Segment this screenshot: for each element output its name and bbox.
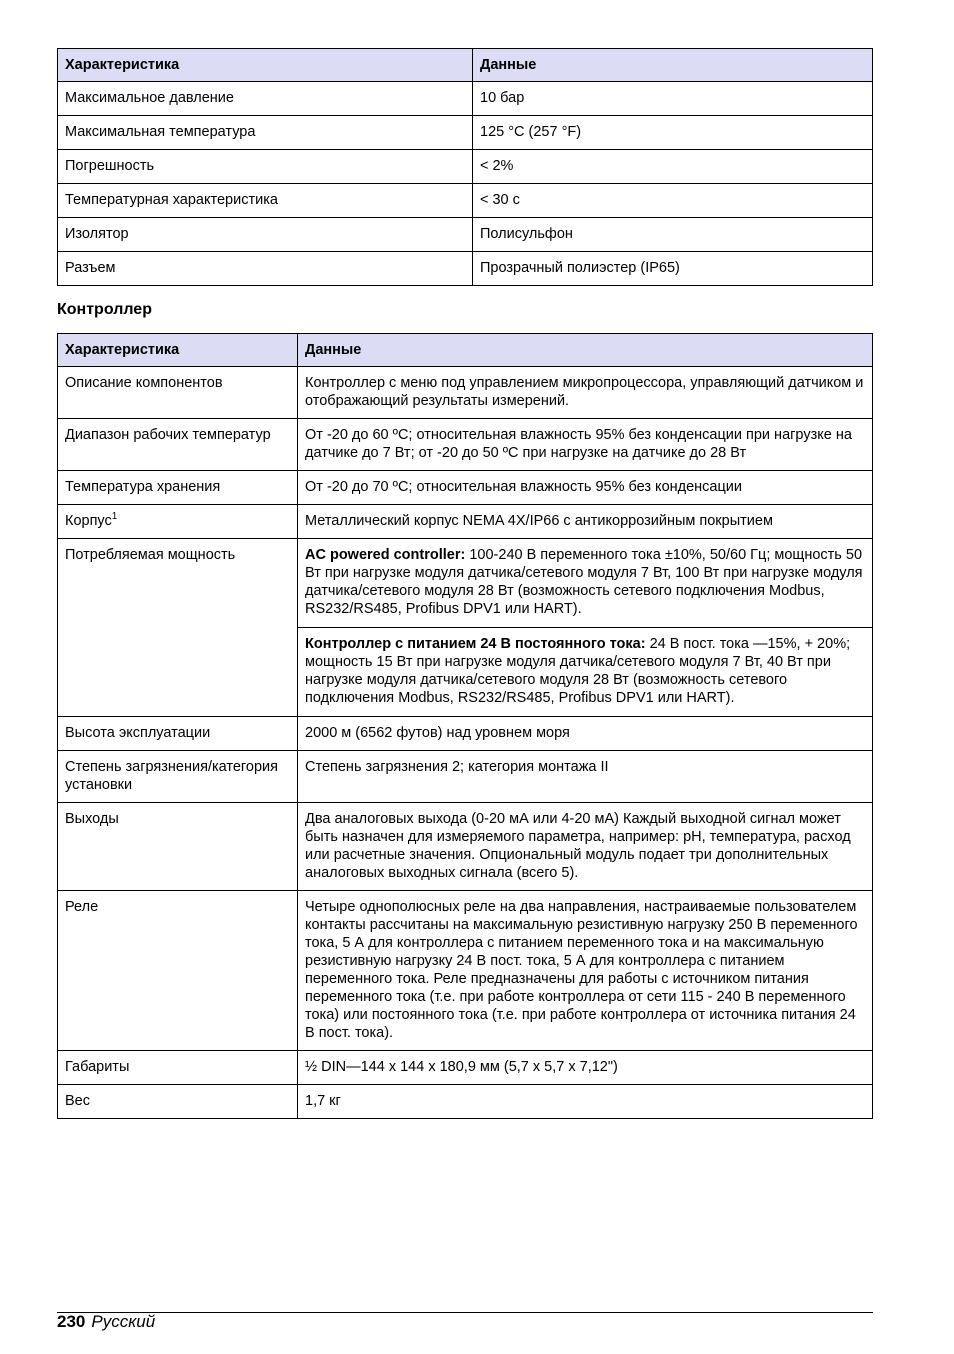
cell-value: Четыре однополюсных реле на два направления, настраиваемые пользователем контакты рассчитаны на максимальную резистивную нагрузку 250 В переменного тока, 5 А для контроллера с питанием переменного тока и на максимальную резистивную нагрузку 24 В пост. тока, 5 А для контроллера с питанием переменного тока. Реле предназначены для работы с источником питания переменного тока (т.е. при работе контроллера от сети 115 - 240 В переменного тока) или постоянного тока (т.е. при работе контроллера от источника питания 24 В пост. тока). xyxy=(298,891,873,1051)
table-row xyxy=(58,82,873,116)
cell-value: От -20 до 70 ºC; относительная влажность 95% без конденсации xyxy=(298,471,873,505)
footer-language: Русский xyxy=(91,1312,156,1331)
cell-label: Выходы xyxy=(58,803,298,891)
footer-divider xyxy=(57,1312,873,1313)
table-row xyxy=(58,751,873,803)
header-characteristic: Характеристика xyxy=(58,49,473,82)
cell-label: Температура хранения xyxy=(58,471,298,505)
cell-value: < 2% xyxy=(473,150,873,184)
cell-label: Максимальная температура xyxy=(58,116,473,150)
cell-value: 2000 м (6562 футов) над уровнем моря xyxy=(298,717,873,751)
table-row xyxy=(58,116,873,150)
table-row xyxy=(58,717,873,751)
table-row xyxy=(58,419,873,471)
table-header-row xyxy=(58,49,873,82)
cell-value: Два аналоговых выхода (0-20 мА или 4-20 мА) Каждый выходной сигнал может быть назначен для измеряемого параметра, например: pH, температура, расход или расчетные значения. Опциональный модуль подает три дополнительных аналоговых выходных сигнала (всего 5). xyxy=(298,803,873,891)
enclosure-label: Корпус xyxy=(65,513,112,529)
dc-power-heading: Контроллер с питанием 24 В постоянного тока: xyxy=(305,636,646,652)
cell-label: Изолятор xyxy=(58,218,473,252)
ac-power-heading: AC powered controller: xyxy=(305,547,466,563)
cell-label: Диапазон рабочих температур xyxy=(58,419,298,471)
cell-label: Разъем xyxy=(58,252,473,286)
cell-value: 1,7 кг xyxy=(298,1085,873,1119)
header-characteristic: Характеристика xyxy=(58,334,298,367)
table-row xyxy=(58,539,873,628)
ac-power-text: 100-240 В переменного тока ±10%, 50/60 Гц; мощность 50 Вт при нагрузке модуля датчика/сетевого модуля 7 Вт, 100 Вт при нагрузке модуля датчика/сетевого модуля 28 Вт (возможность сетевого подключения Modbus, RS232/RS485, Profibus DPV1 или HART). xyxy=(305,547,863,617)
table-row xyxy=(58,150,873,184)
dc-power-text: 24 В пост. тока —15%, + 20%; мощность 15 Вт при нагрузке модуля датчика/сетевого модуля 7 Вт, 40 Вт при нагрузке модуля датчика/сетевого модуля 28 Вт (возможность сетевого подключения Modbus, RS232/RS485, Profibus DPV1 или HART). xyxy=(305,636,851,706)
cell-value xyxy=(298,628,873,717)
cell-value: ½ DIN—144 x 144 x 180,9 мм (5,7 x 5,7 x 7,12") xyxy=(298,1051,873,1085)
table-row xyxy=(58,367,873,419)
table-row xyxy=(58,471,873,505)
table-header-row xyxy=(58,334,873,367)
cell-value: 10 бар xyxy=(473,82,873,116)
cell-value: Прозрачный полиэстер (IP65) xyxy=(473,252,873,286)
cell-label: Максимальное давление xyxy=(58,82,473,116)
footnote-marker: 1 xyxy=(111,511,118,523)
cell-label: Погрешность xyxy=(58,150,473,184)
table-row xyxy=(58,1085,873,1119)
page-footer xyxy=(57,1312,155,1332)
cell-label: Габариты xyxy=(58,1051,298,1085)
cell-value: От -20 до 60 ºC; относительная влажность 95% без конденсации при нагрузке на датчике до 7 Вт; от -20 до 50 ºC при нагрузке на датчике до 28 Вт xyxy=(298,419,873,471)
sensor-spec-table xyxy=(57,48,873,286)
cell-value: Степень загрязнения 2; категория монтажа II xyxy=(298,751,873,803)
cell-value xyxy=(298,539,873,628)
table-row xyxy=(58,803,873,891)
controller-spec-table xyxy=(57,333,873,1119)
table-row xyxy=(58,505,873,539)
header-data: Данные xyxy=(473,49,873,82)
cell-label: Температурная характеристика xyxy=(58,184,473,218)
cell-value: < 30 с xyxy=(473,184,873,218)
table-row xyxy=(58,184,873,218)
cell-label: Реле xyxy=(58,891,298,1051)
table-row xyxy=(58,252,873,286)
cell-label: Описание компонентов xyxy=(58,367,298,419)
cell-value: Контроллер с меню под управлением микропроцессора, управляющий датчиком и отображающий результаты измерений. xyxy=(298,367,873,419)
cell-label: Потребляемая мощность xyxy=(58,539,298,717)
cell-label: Высота эксплуатации xyxy=(58,717,298,751)
cell-value: 125 °C (257 °F) xyxy=(473,116,873,150)
table-row xyxy=(58,218,873,252)
header-data: Данные xyxy=(298,334,873,367)
cell-value: Полисульфон xyxy=(473,218,873,252)
table-row xyxy=(58,891,873,1051)
cell-label: Степень загрязнения/категория установки xyxy=(58,751,298,803)
section-title: Контроллер xyxy=(57,301,152,318)
table-row xyxy=(58,1051,873,1085)
cell-label xyxy=(58,505,298,539)
cell-value: Металлический корпус NEMA 4X/IP66 с антикоррозийным покрытием xyxy=(298,505,873,539)
page-number: 230 xyxy=(57,1312,86,1331)
cell-label: Вес xyxy=(58,1085,298,1119)
